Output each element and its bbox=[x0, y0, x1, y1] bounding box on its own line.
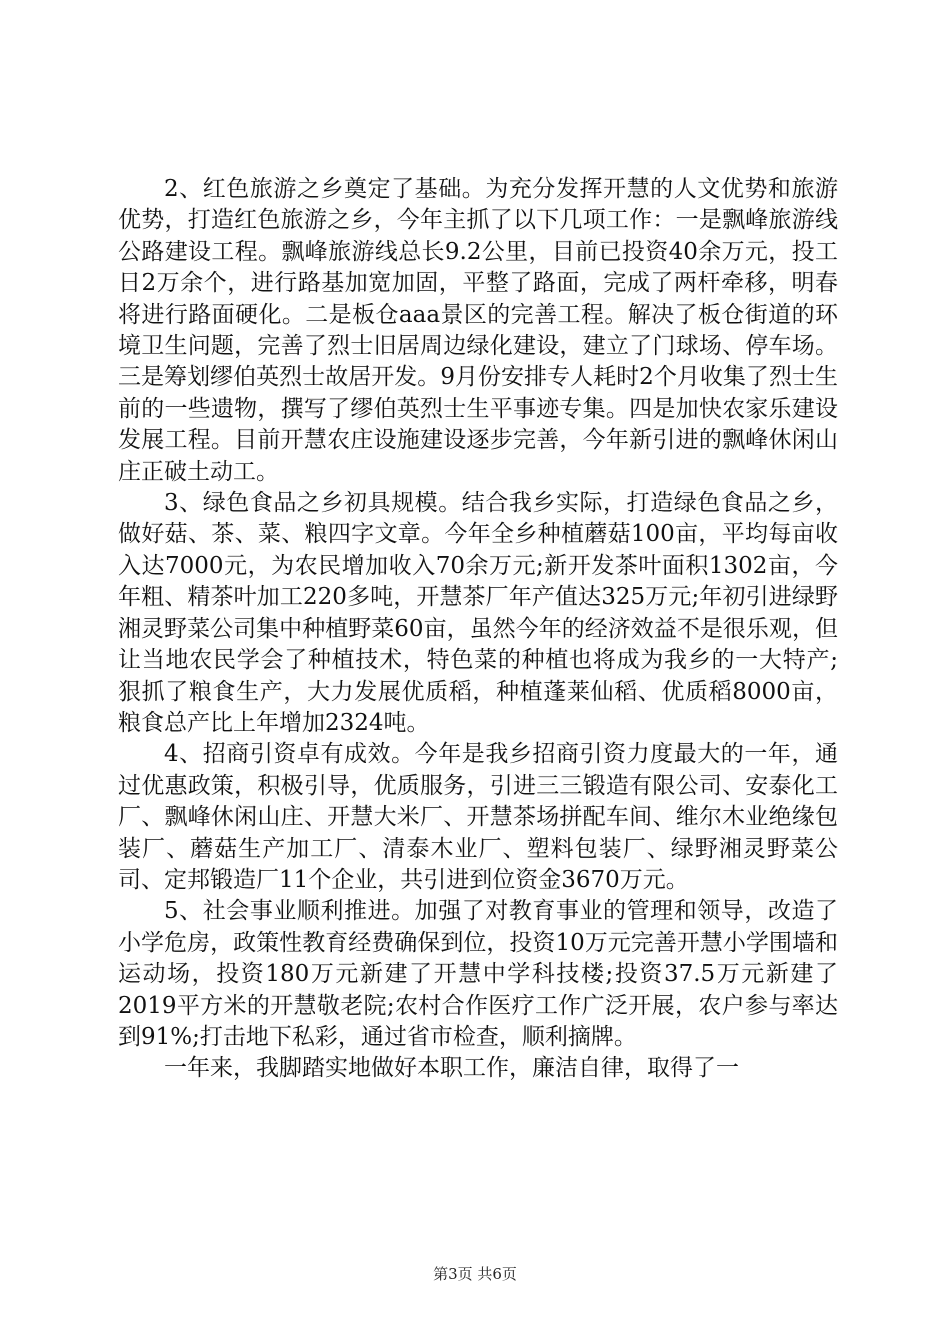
paragraph-investment: 4、招商引资卓有成效。今年是我乡招商引资力度最大的一年，通过优惠政策，积极引导，优质服务，引进三三锻造有限公司、安泰化工厂、飘峰休闲山庄、开慧大米厂、开慧茶场拼配车间、维尔木业绝缘包装厂、蘑菇生产加工厂、清泰木业厂、塑料包装厂、绿野湘灵野菜公司、定邦锻造厂11个企业，共引进到位资金3670万元。 bbox=[118, 741, 838, 893]
paragraph-green-food: 3、绿色食品之乡初具规模。结合我乡实际，打造绿色食品之乡，做好菇、茶、菜、粮四字文章。今年全乡种植蘑菇100亩，平均每亩收入达7000元，为农民增加收入70余万元;新开发茶叶面积1302亩，今年粗、精茶叶加工220多吨，开慧茶厂年产值达325万元;年初引进绿野湘灵野菜公司集中种植野菜60亩，虽然今年的经济效益不是很乐观，但让当地农民学会了种植技术，特色菜的种植也将成为我乡的一大特产;狠抓了粮食生产，大力发展优质稻，种植蓬莱仙稻、优质稻8000亩，粮食总产比上年增加2324吨。 bbox=[118, 490, 838, 736]
paragraph-summary-start: 一年来，我脚踏实地做好本职工作，廉洁自律，取得了一 bbox=[164, 1055, 739, 1082]
page-number-footer: 第3页 共6页 bbox=[433, 1265, 517, 1283]
document-body bbox=[118, 174, 838, 1085]
paragraph-red-tourism: 2、红色旅游之乡奠定了基础。为充分发挥开慧的人文优势和旅游优势，打造红色旅游之乡，今年主抓了以下几项工作：一是飘峰旅游线公路建设工程。飘峰旅游线总长9.2公里，目前已投资40余万元，投工日2万余个，进行路基加宽加固，平整了路面，完成了两杆牵移，明春将进行路面硬化。二是板仓aaa景区的完善工程。解决了板仓街道的环境卫生问题，完善了烈士旧居周边绿化建设，建立了门球场、停车场。三是筹划缪伯英烈士故居开发。9月份安排专人耗时2个月收集了烈士生前的一些遗物，撰写了缪伯英烈士生平事迹专集。四是加快农家乐建设发展工程。目前开慧农庄设施建设逐步完善，今年新引进的飘峰休闲山庄正破土动工。 bbox=[118, 176, 838, 485]
paragraph-social-affairs: 5、社会事业顺利推进。加强了对教育事业的管理和领导，改造了小学危房，政策性教育经费确保到位，投资10万元完善开慧小学围墙和运动场，投资180万元新建了开慧中学科技楼;投资37.5万元新建了2019平方米的开慧敬老院;农村合作医疗工作广泛开展，农户参与率达到91%;打击地下私彩，通过省市检查，顺利摘牌。 bbox=[118, 898, 838, 1050]
